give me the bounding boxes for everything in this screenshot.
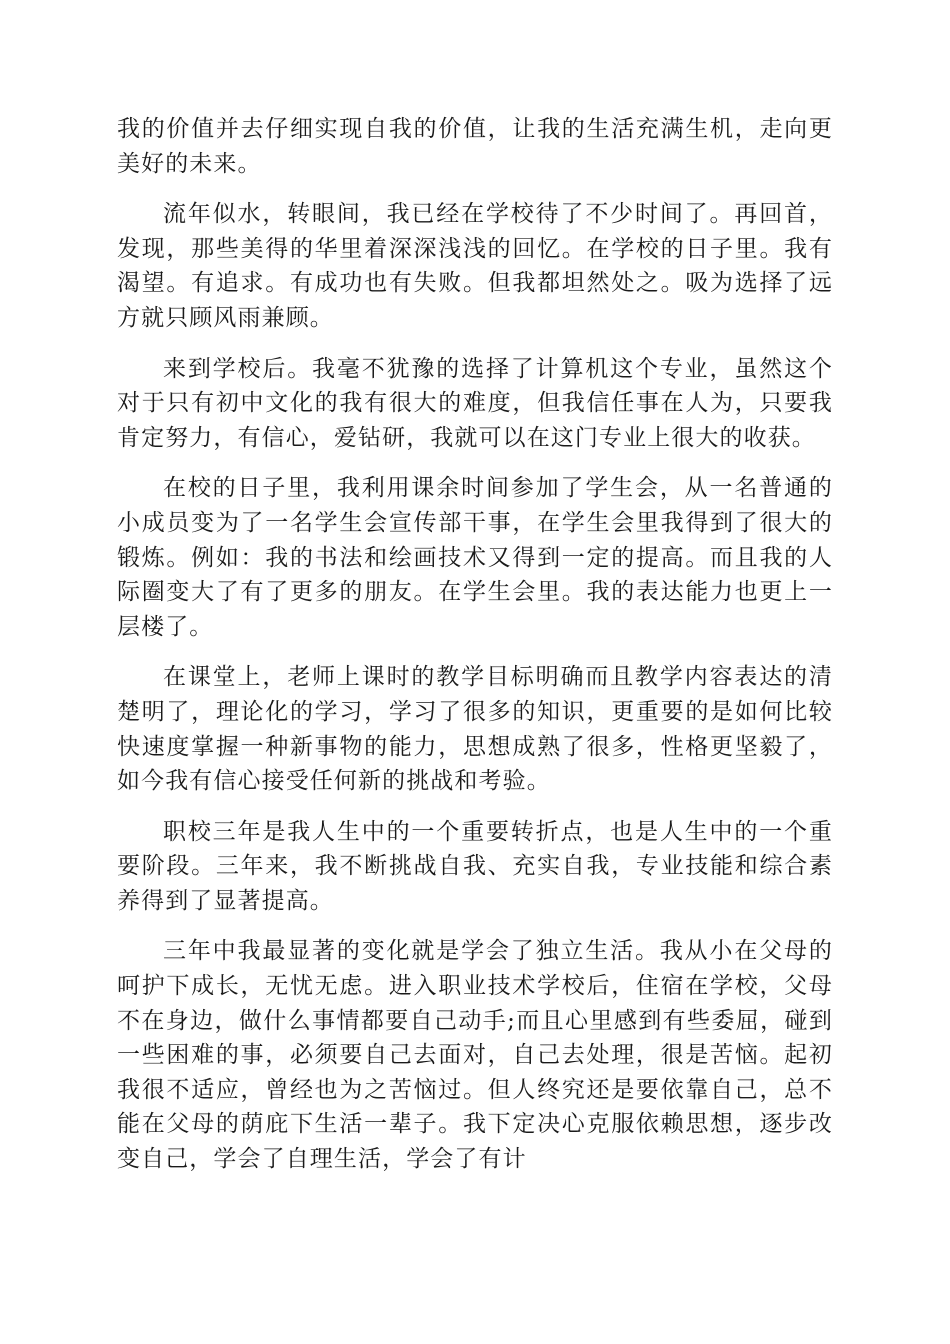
- paragraph: 在课堂上，老师上课时的教学目标明确而且教学内容表达的清楚明了，理论化的学习，学习了很多的知识，更重要的是如何比较快速度掌握一种新事物的能力，思想成熟了很多，性格更坚毅了，如今我有信心接受任何新的挑战和考验。: [117, 664, 833, 795]
- paragraph: 职校三年是我人生中的一个重要转折点，也是人生中的一个重要阶段。三年来，我不断挑战自我、充实自我，专业技能和综合素养得到了显著提高。: [117, 818, 833, 914]
- document-body: [117, 112, 833, 1193]
- paragraph: 三年中我最显著的变化就是学会了独立生活。我从小在父母的呵护下成长，无忧无虑。进入职业技术学校后，住宿在学校，父母不在身边，做什么事情都要自己动手;而且心里感到有些委屈，碰到一些困难的事，必须要自己去面对，自己去处理，很是苦恼。起初我很不适应，曾经也为之苦恼过。但人终究还是要依靠自己，总不能在父母的荫庇下生活一辈子。我下定决心克服依赖思想，逐步改变自己，学会了自理生活，学会了有计: [117, 938, 833, 1173]
- paragraph: 我的价值并去仔细实现自我的价值，让我的生活充满生机，走向更美好的未来。: [117, 116, 833, 177]
- paragraph: 来到学校后。我毫不犹豫的选择了计算机这个专业，虽然这个对于只有初中文化的我有很大的难度，但我信任事在人为，只要我肯定努力，有信心，爱钻研，我就可以在这门专业上很大的收获。: [117, 355, 833, 451]
- paragraph: 流年似水，转眼间，我已经在学校待了不少时间了。再回首，发现，那些美得的华里着深深浅浅的回忆。在学校的日子里。我有渴望。有追求。有成功也有失败。但我都坦然处之。吸为选择了远方就只顾风雨兼顾。: [117, 201, 833, 331]
- paragraph: 在校的日子里，我利用课余时间参加了学生会，从一名普通的小成员变为了一名学生会宣传部干事，在学生会里我得到了很大的锻炼。例如：我的书法和绘画技术又得到一定的提高。而且我的人际圈变大了有了更多的朋友。在学生会里。我的表达能力也更上一层楼了。: [117, 475, 833, 640]
